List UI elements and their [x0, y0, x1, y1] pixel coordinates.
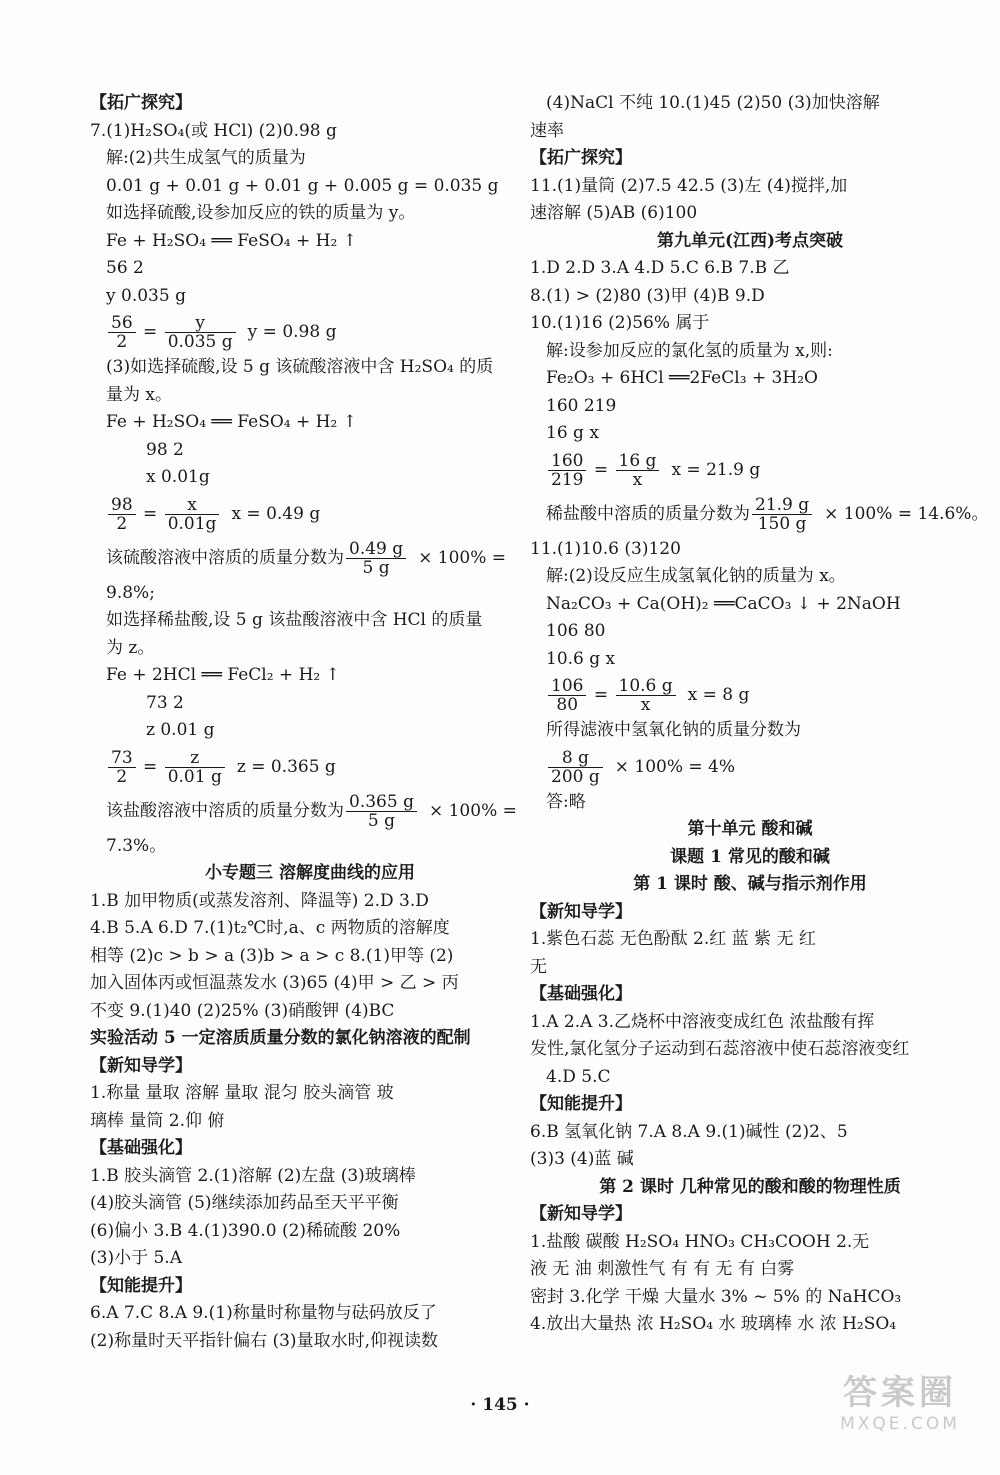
- line-text: (3)如选择硫酸,设 5 g 该硫酸溶液中含 H₂SO₄ 的质: [106, 357, 494, 377]
- text-line: [90, 789, 530, 833]
- text-line: [530, 118, 970, 146]
- line-text: 【知能提升】: [530, 1094, 632, 1114]
- line-text: (3)3 (4)蓝 碱: [530, 1149, 634, 1169]
- text-line: [530, 492, 989, 536]
- fraction-numerator: 0.49 g: [346, 540, 406, 559]
- text-line: [530, 1311, 970, 1339]
- line-text: 课题 1 常见的酸和碱: [670, 846, 830, 867]
- line-text: 1.B 加甲物质(或蒸发溶剂、降温等) 2.D 3.D: [90, 890, 429, 911]
- text-line: [90, 1300, 530, 1328]
- line-text: 6.B 氢氧化钠 7.A 8.A 9.(1)碱性 (2)2、5: [530, 1121, 848, 1142]
- line-text: Fe + 2HCl ══ FeCl₂ + H₂ ↑: [106, 665, 340, 685]
- text-line: [90, 145, 530, 173]
- fraction-denominator: 0.035 g: [167, 332, 233, 352]
- line-text: 第十单元 酸和碱: [687, 819, 813, 839]
- line-text: 发性,氯化氢分子运动到石蕊溶液中使石蕊溶液变红: [530, 1039, 910, 1059]
- fraction-denominator: 2: [116, 332, 128, 352]
- text-line: [90, 118, 530, 146]
- line-text: 【新知导学】: [90, 1055, 192, 1076]
- line-text: 速溶解 (5)AB (6)100: [530, 203, 698, 223]
- fraction-numerator: 16 g: [616, 452, 660, 471]
- line-text: 第九单元(江西)考点突破: [656, 230, 844, 251]
- text-line: [530, 926, 970, 954]
- text-line: [90, 173, 530, 201]
- fraction-denominator: 2: [116, 766, 128, 787]
- text-line: [530, 420, 970, 448]
- text-line: [90, 888, 530, 916]
- line-text: 0.01 g + 0.01 g + 0.01 g + 0.005 g = 0.035 g: [106, 175, 499, 196]
- fraction-numerator: 0.365 g: [346, 793, 417, 812]
- line-text: 【基础强化】: [90, 1138, 192, 1158]
- fraction-denominator: 2: [116, 513, 128, 534]
- text-line: [90, 536, 530, 580]
- text-line: [90, 1245, 530, 1273]
- line-text: 实验活动 5 一定溶质质量分数的氯化钠溶液的配制: [90, 1028, 471, 1048]
- fraction-denominator: 200 g: [551, 766, 600, 787]
- fraction: [616, 452, 660, 489]
- line-text: 第 2 课时 几种常见的酸和酸的物理性质: [599, 1176, 901, 1197]
- fraction: [616, 677, 676, 714]
- line-result: x = 0.49 g: [231, 503, 321, 524]
- text-line: [530, 981, 970, 1009]
- line-text: 解:设参加反应的氯化氢的质量为 x,则:: [546, 340, 833, 361]
- line-text: 10.(1)16 (2)56% 属于: [530, 313, 710, 333]
- fraction-denominator: 5 g: [362, 557, 390, 578]
- line-result: × 100% =: [418, 547, 507, 568]
- line-text: 11.(1)10.6 (3)120: [530, 538, 681, 559]
- text-line: [530, 1284, 970, 1312]
- line-text: 【知能提升】: [90, 1275, 192, 1296]
- line-text: 如选择稀盐酸,设 5 g 该盐酸溶液中含 HCl 的质量: [106, 610, 483, 630]
- line-text: 该硫酸溶液中溶质的质量分数为: [106, 547, 344, 568]
- text-line: [90, 860, 530, 888]
- fraction-numerator: 160: [548, 452, 586, 471]
- fraction-numerator: 56: [108, 314, 136, 333]
- text-line: [530, 310, 970, 338]
- text-line: [90, 635, 530, 663]
- line-text: 为 z。: [106, 637, 155, 658]
- line-text: 7.3%。: [106, 835, 167, 856]
- fraction: [548, 749, 603, 786]
- fraction-denominator: x: [632, 469, 643, 490]
- line-text: 答:略: [546, 791, 586, 812]
- line-text: (6)偏小 3.B 4.(1)390.0 (2)稀硫酸 20%: [90, 1220, 401, 1241]
- text-line: [90, 580, 530, 608]
- fraction-numerator: 21.9 g: [752, 496, 812, 515]
- text-line: [90, 1190, 530, 1218]
- text-line: [90, 382, 530, 410]
- text-line: [530, 1119, 970, 1147]
- line-text: (2)称量时天平指针偏右 (3)量取水时,仰视读数: [90, 1330, 438, 1351]
- line-text: 无: [530, 956, 547, 977]
- text-line: [530, 145, 970, 173]
- line-text: 4.放出大量热 浓 H₂SO₄ 水 玻璃棒 水 浓 H₂SO₄: [530, 1314, 897, 1334]
- watermark-logo: [820, 1365, 980, 1435]
- fraction: [548, 677, 586, 714]
- line-text: Fe + H₂SO₄ ══ FeSO₄ + H₂ ↑: [106, 412, 357, 432]
- text-line: $\frac{98}{2}$ = $\frac{x}{0.01g}$ x = 0.49 g: [90, 492, 530, 536]
- line-text: 量为 x。: [106, 384, 172, 405]
- text-line: $\frac{160}{219}$ = $\frac{16 g}{x}$ x = 21.9 g: [530, 448, 970, 492]
- line-text: 【新知导学】: [530, 901, 632, 922]
- text-line: [90, 1053, 530, 1081]
- line-text: 该盐酸溶液中溶质的质量分数为: [106, 800, 344, 821]
- text-line: [90, 1135, 530, 1163]
- text-line: [530, 899, 970, 927]
- fraction-denominator: 0.01g: [167, 513, 217, 534]
- line-text: 解:(2)设反应生成氢氧化钠的质量为 x。: [546, 566, 846, 586]
- line-text: 小专题三 溶解度曲线的应用: [205, 863, 415, 883]
- text-line: [90, 255, 530, 283]
- line-text: 【拓广探究】: [90, 93, 192, 113]
- text-line: [530, 1036, 970, 1064]
- line-text: 9.8%;: [106, 582, 155, 603]
- fraction-numerator: z: [165, 749, 225, 768]
- watermark-text: 答案圈: [843, 1373, 957, 1413]
- line-text: 1.盐酸 碳酸 H₂SO₄ HNO₃ CH₃COOH 2.无: [530, 1231, 870, 1252]
- text-line: [530, 717, 970, 745]
- text-line: [530, 536, 970, 564]
- fraction-denominator: 5 g: [367, 810, 396, 831]
- line-result: x = 21.9 g: [671, 459, 761, 480]
- line-text: 1.B 胶头滴管 2.(1)溶解 (2)左盘 (3)玻璃棒: [90, 1165, 416, 1186]
- fraction-numerator: 98: [108, 496, 136, 515]
- fraction-denominator: 150 g: [757, 513, 807, 534]
- text-line: [90, 662, 530, 690]
- line-result: × 100% = 4%: [614, 756, 736, 777]
- line-text: 160 219: [546, 395, 617, 416]
- line-text: 16 g x: [546, 423, 599, 443]
- text-line: [90, 833, 530, 861]
- line-text: 11.(1)量筒 (2)7.5 42.5 (3)左 (4)搅拌,加: [530, 175, 848, 196]
- line-text: Fe₂O₃ + 6HCl ══2FeCl₃ + 3H₂O: [546, 368, 818, 388]
- fraction-numerator: 73: [108, 749, 136, 768]
- text-line: [530, 200, 970, 228]
- line-text: 如选择硫酸,设参加反应的铁的质量为 y。: [106, 203, 416, 223]
- fraction: [548, 452, 586, 489]
- text-line: [90, 607, 530, 635]
- fraction: [108, 496, 136, 533]
- line-text: 1.紫色石蕊 无色酚酞 2.红 蓝 紫 无 红: [530, 929, 816, 949]
- text-line: [530, 1201, 970, 1229]
- fraction: [346, 540, 406, 577]
- line-text: 4.D 5.C: [546, 1066, 611, 1087]
- line-text: 璃棒 量筒 2.仰 俯: [90, 1110, 225, 1131]
- line-text: 稀盐酸中溶质的质量分数为: [546, 503, 750, 524]
- line-result: × 100% = 14.6%。: [824, 503, 989, 524]
- text-line: [530, 789, 970, 817]
- text-line: [530, 228, 970, 256]
- text-line: [90, 1108, 530, 1136]
- fraction-numerator: y: [165, 314, 236, 333]
- fraction-denominator: x: [640, 695, 651, 715]
- page-number: · 145 ·: [470, 1395, 530, 1415]
- text-line: [90, 1080, 530, 1108]
- line-text: 8.(1) > (2)80 (3)甲 (4)B 9.D: [530, 285, 765, 306]
- line-text: 98 2: [146, 439, 184, 460]
- line-text: (3)小于 5.A: [90, 1248, 182, 1268]
- text-line: $\frac{73}{2}$ = $\frac{z}{0.01 g}$ z = 0.365 g: [90, 745, 530, 789]
- line-text: 加入固体丙或恒温蒸发水 (3)65 (4)甲 > 乙 > 丙: [90, 973, 459, 993]
- line-text: 【新知导学】: [530, 1204, 632, 1224]
- line-text: 密封 3.化学 干燥 大量水 3% ~ 5% 的 NaHCO₃: [530, 1286, 902, 1307]
- fraction: [346, 793, 417, 830]
- text-line: [530, 1146, 970, 1174]
- text-line: [90, 717, 530, 745]
- text-line: [90, 228, 530, 256]
- text-line: [530, 563, 970, 591]
- text-line: $\frac{106}{80}$ = $\frac{10.6 g}{x}$ x = 8 g: [530, 673, 970, 717]
- line-text: 1.D 2.D 3.A 4.D 5.C 6.B 7.B 乙: [530, 258, 790, 278]
- text-line: [530, 1229, 970, 1257]
- line-text: 第 1 课时 酸、碱与指示剂作用: [633, 874, 867, 894]
- line-text: 速率: [530, 120, 564, 141]
- watermark-url: MXQE.COM: [840, 1414, 960, 1434]
- fraction: [165, 749, 225, 786]
- fraction-numerator: x: [165, 496, 220, 515]
- text-line: [90, 1163, 530, 1191]
- text-line: [90, 200, 530, 228]
- text-line: [530, 1064, 970, 1092]
- text-line: [530, 844, 970, 872]
- line-result: y = 0.98 g: [247, 322, 337, 342]
- text-line: [530, 338, 970, 366]
- fraction: [165, 496, 220, 533]
- line-text: 不变 9.(1)40 (2)25% (3)硝酸钾 (4)BC: [90, 1000, 395, 1021]
- line-text: 56 2: [106, 258, 144, 278]
- text-line: [530, 365, 970, 393]
- text-line: [530, 255, 970, 283]
- line-text: 6.A 7.C 8.A 9.(1)称量时称量物与砝码放反了: [90, 1303, 437, 1323]
- text-line: [530, 1009, 970, 1037]
- text-line: [530, 618, 970, 646]
- text-line: [90, 437, 530, 465]
- line-text: (4)NaCl 不纯 10.(1)45 (2)50 (3)加快溶解: [546, 93, 880, 113]
- line-text: 1.称量 量取 溶解 量取 混匀 胶头滴管 玻: [90, 1083, 394, 1103]
- fraction-denominator: 219: [551, 469, 584, 490]
- fraction: [165, 314, 236, 351]
- text-line: [90, 998, 530, 1026]
- line-text: (4)胶头滴管 (5)继续添加药品至天平平衡: [90, 1193, 399, 1213]
- text-line: [530, 283, 970, 311]
- line-text: 4.B 5.A 6.D 7.(1)t₂℃时,a、c 两物质的溶解度: [90, 918, 450, 938]
- line-text: y 0.035 g: [106, 285, 186, 306]
- fraction: [108, 314, 136, 351]
- text-line: [530, 1256, 970, 1284]
- fraction: [752, 496, 812, 533]
- line-text: 解:(2)共生成氢气的质量为: [106, 148, 306, 168]
- text-line: [530, 1174, 970, 1202]
- line-text: 液 无 油 刺激性气 有 有 无 有 白雾: [530, 1259, 795, 1279]
- line-text: 所得滤液中氢氧化钠的质量分数为: [546, 720, 801, 740]
- text-line: [90, 970, 530, 998]
- fraction-numerator: 106: [548, 677, 586, 696]
- text-line: [530, 646, 970, 674]
- text-line: [530, 745, 970, 789]
- line-text: Fe + H₂SO₄ ══ FeSO₄ + H₂ ↑: [106, 230, 357, 251]
- text-line: [90, 409, 530, 437]
- line-text: 10.6 g x: [546, 648, 616, 669]
- line-text: Na₂CO₃ + Ca(OH)₂ ══CaCO₃ ↓ + 2NaOH: [546, 593, 901, 614]
- line-result: z = 0.365 g: [236, 756, 336, 777]
- line-text: 相等 (2)c > b > a (3)b > a > c 8.(1)甲等 (2): [90, 945, 454, 966]
- text-line: [90, 90, 530, 118]
- fraction: [108, 749, 136, 786]
- text-line: [530, 954, 970, 982]
- text-line: [530, 393, 970, 421]
- line-text: 1.A 2.A 3.乙烧杯中溶液变成红色 浓盐酸有挥: [530, 1011, 875, 1032]
- text-line: [90, 464, 530, 492]
- text-line: $\frac{56}{2}$ = $\frac{y}{0.035 g}$ y = 0.98 g: [90, 310, 530, 354]
- line-text: 【拓广探究】: [530, 148, 632, 168]
- text-line: [90, 1273, 530, 1301]
- text-line: [530, 871, 970, 899]
- line-text: z 0.01 g: [146, 720, 215, 740]
- line-text: 【基础强化】: [530, 984, 632, 1004]
- text-line: [90, 943, 530, 971]
- fraction-denominator: 80: [556, 695, 579, 715]
- text-line: [90, 1328, 530, 1356]
- left-column: [90, 90, 530, 1355]
- line-text: 73 2: [146, 692, 184, 713]
- line-text: 7.(1)H₂SO₄(或 HCl) (2)0.98 g: [90, 120, 337, 141]
- line-result: × 100% =: [428, 800, 517, 821]
- line-text: x 0.01g: [146, 467, 210, 487]
- text-line: [530, 1091, 970, 1119]
- text-line: [530, 90, 970, 118]
- line-text: 106 80: [546, 621, 606, 641]
- text-line: [90, 354, 530, 382]
- text-line: [90, 690, 530, 718]
- text-line: [530, 173, 970, 201]
- line-result: x = 8 g: [687, 685, 750, 705]
- text-line: [530, 591, 970, 619]
- fraction-numerator: 8 g: [548, 749, 603, 768]
- text-line: [90, 1218, 530, 1246]
- fraction-numerator: 10.6 g: [616, 677, 676, 696]
- fraction-denominator: 0.01 g: [167, 766, 222, 787]
- text-line: [90, 1025, 530, 1053]
- text-line: [530, 816, 970, 844]
- text-line: [90, 283, 530, 311]
- text-line: [90, 915, 530, 943]
- right-column: [530, 90, 989, 1339]
